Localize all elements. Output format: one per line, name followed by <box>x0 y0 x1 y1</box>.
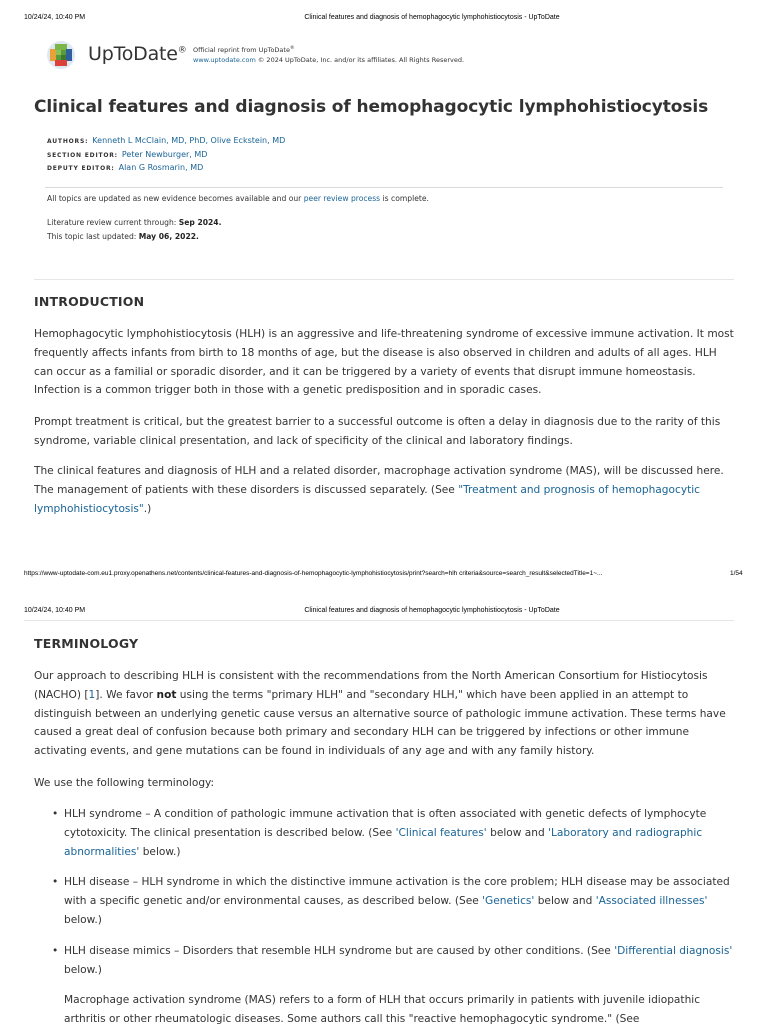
authors-link[interactable]: Kenneth L McClain, MD, PhD, Olive Eckstein, MD <box>92 136 286 145</box>
terminology-paragraph-1: Our approach to describing HLH is consistent with the recommendations from the North American Consortium for Histiocytosis (NACHO) [1]. We favor not using the terms "primary HLH" and "secondary HLH," which have been applied in an attempt to distinguish between an underlying genetic cause versus an alternative source of pathologic immune activation. These terms have caused a great deal of confusion because both primary and secondary HLH can be triggered by infections or other immune activating events, and gene mutations can be found in individuals of any age and with any family history. <box>34 670 726 758</box>
print-url: https://www-uptodate-com.eu1.proxy.openathens.net/contents/clinical-features-and-diagnosis-of-hemophagocytic-lymphohistiocytosis/print?search=hlh criteria&source=search_result&selectedTitle=1~... <box>24 570 603 577</box>
print-title: Clinical features and diagnosis of hemophagocytic lymphohistiocytosis - UpToDate <box>304 14 560 21</box>
bullet-icon: • <box>52 945 59 957</box>
uptodate-logo-icon <box>46 40 76 70</box>
section-editor-link[interactable]: Peter Newburger, MD <box>121 150 208 159</box>
list-item: • HLH disease mimics – Disorders that resemble HLH syndrome but are caused by other conditions. (See 'Differential diagnosis' below.) <box>64 942 734 980</box>
differential-diagnosis-link[interactable]: 'Differential diagnosis' <box>614 945 733 957</box>
peer-review-link[interactable]: peer review process <box>303 194 381 203</box>
divider <box>34 279 734 280</box>
deputy-editor-link[interactable]: Alan G Rosmarin, MD <box>118 163 204 172</box>
lab-radiographic-link[interactable]: 'Laboratory and radiographic abnormalities' <box>64 826 703 858</box>
bullet-icon: • <box>52 876 59 888</box>
intro-paragraph-3: The clinical features and diagnosis of HLH and a related disorder, macrophage activation syndrome (MAS), will be discussed here. The management of patients with these disorders is discussed separately. (See "Treatment and prognosis of hemophagocytic lymphohistiocytosis".) <box>34 465 724 515</box>
section-heading-terminology: TERMINOLOGY <box>34 636 139 651</box>
list-item: • HLH disease – HLH syndrome in which the distinctive immune activation is the core problem; HLH disease may be associated with a specific genetic and/or environmental causes, as described below. (See 'Genetics' below and 'Associated illnesses' below.) <box>64 873 734 929</box>
treatment-prognosis-link[interactable]: "Treatment and prognosis of hemophagocytic lymphohistiocytosis" <box>34 483 701 515</box>
authors-row: AUTHORS: Kenneth L McClain, MD, PhD, Olive Eckstein, MD <box>47 136 286 145</box>
deputy-editor-row: DEPUTY EDITOR: Alan G Rosmarin, MD <box>47 163 204 172</box>
section-heading-introduction: INTRODUCTION <box>34 294 145 309</box>
last-updated-date: This topic last updated: May 06, 2022. <box>47 232 199 241</box>
page-number: 1/54 <box>730 570 743 577</box>
terminology-paragraph-2: We use the following terminology: <box>34 777 215 789</box>
print-date: 10/24/24, 10:40 PM <box>24 607 86 614</box>
intro-paragraph-1: Hemophagocytic lymphohistiocytosis (HLH) is an aggressive and life-threatening syndrome of excessive immune activation. It most frequently affects infants from birth to 18 months of age, but the disease is also observed in children and adults of all ages. HLH can occur as a familial or sporadic disorder, and it can be triggered by a variety of events that disrupt immune homeostasis. Infection is a common trigger both in those with a genetic predisposition and in sporadic cases. <box>34 328 734 397</box>
associated-illnesses-link[interactable]: 'Associated illnesses' <box>595 894 708 907</box>
update-notice: All topics are updated as new evidence becomes available and our peer review process is complete. <box>47 194 429 203</box>
genetics-link[interactable]: 'Genetics' <box>482 894 535 907</box>
section-editor-row: SECTION EDITOR: Peter Newburger, MD <box>47 150 208 159</box>
mas-paragraph: Macrophage activation syndrome (MAS) refers to a form of HLH that occurs primarily in patients with juvenile idiopathic arthritis or other rheumatologic diseases. Some authors call this "reactive hemophagocytic syndrome." (See <box>64 994 701 1024</box>
logo-wordmark: UpToDate® <box>88 43 187 65</box>
page-title: Clinical features and diagnosis of hemophagocytic lymphohistiocytosis <box>34 97 709 117</box>
lit-review-date: Literature review current through: Sep 2024. <box>47 218 222 227</box>
uptodate-logo[interactable] <box>46 40 466 72</box>
print-date: 10/24/24, 10:40 PM <box>24 14 86 21</box>
bullet-icon: • <box>52 808 59 820</box>
list-item: • HLH syndrome – A condition of pathologic immune activation that is often associated with genetic defects of lymphocyte cytotoxicity. The clinical presentation is described below. (See 'Clinical features' below and 'Laboratory and radiographic abnormalities' below.) <box>64 805 734 861</box>
divider <box>45 187 723 188</box>
intro-paragraph-2: Prompt treatment is critical, but the greatest barrier to a successful outcome is often a delay in diagnosis due to the rarity of this syndrome, variable clinical presentation, and lack of specificity of the clinical and laboratory findings. <box>34 416 721 447</box>
clinical-features-link[interactable]: 'Clinical features' <box>395 826 487 839</box>
reference-1-link[interactable]: 1 <box>88 688 96 701</box>
print-title: Clinical features and diagnosis of hemophagocytic lymphohistiocytosis - UpToDate <box>304 607 560 614</box>
divider <box>24 620 734 621</box>
uptodate-site-link[interactable]: www.uptodate.com <box>193 56 256 65</box>
reprint-notice: Official reprint from UpToDate® www.uptodate.com © 2024 UpToDate, Inc. and/or its affiliates. All Rights Reserved. <box>193 46 465 65</box>
